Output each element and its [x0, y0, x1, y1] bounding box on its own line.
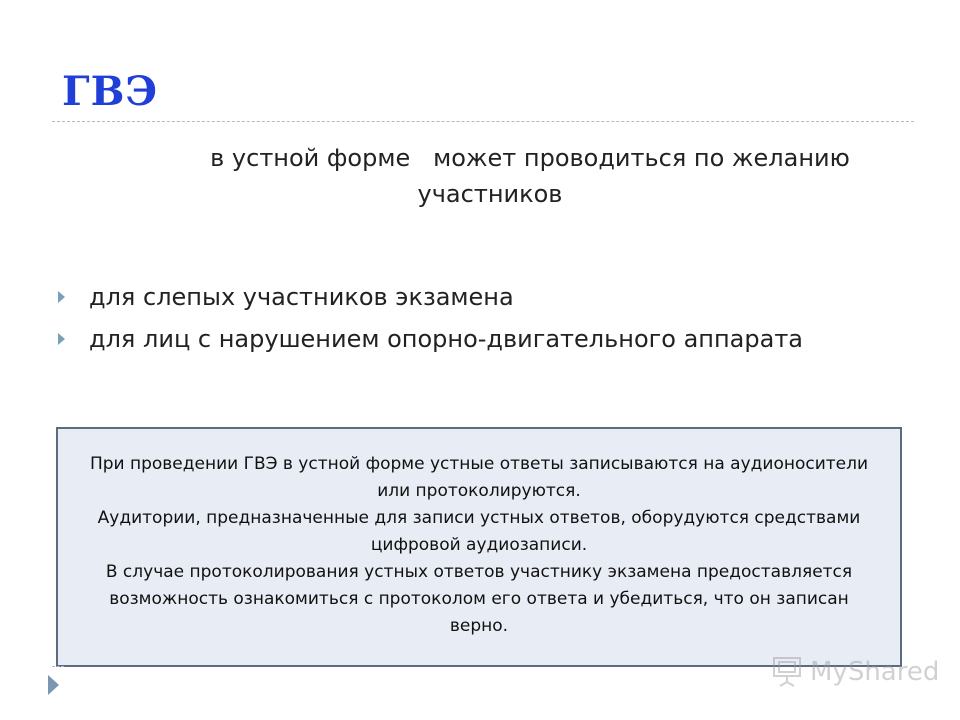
watermark-text: MyShared	[810, 657, 940, 687]
bullet-item	[56, 280, 896, 314]
subtitle	[60, 140, 920, 212]
bullet-arrow-icon	[58, 333, 65, 345]
watermark	[770, 655, 939, 689]
note-line: Аудитории, предназначенные для записи устных ответов, оборудуются средствами цифровой аудиозаписи.	[97, 508, 861, 555]
note-box	[56, 427, 902, 667]
footer-divider	[52, 666, 64, 667]
subtitle-line-1: в устной форме может проводиться по желанию	[210, 144, 850, 172]
bullet-text: для лиц с нарушением опорно-двигательного аппарата	[89, 325, 804, 353]
title-divider	[52, 121, 914, 122]
note-line: При проведении ГВЭ в устной форме устные ответы записываются на аудионосители или протоколируются.	[89, 454, 869, 501]
slide-title: ГВЭ	[62, 68, 159, 115]
note-line: В случае протоколирования устных ответов участнику экзамена предоставляется возможность ознакомиться с протоколом его ответа и убедиться, что он записан верно.	[105, 562, 853, 636]
presentation-board-icon	[770, 655, 804, 689]
subtitle-line-2: участников	[417, 180, 563, 208]
bullet-list	[56, 280, 896, 364]
bullet-arrow-icon	[58, 291, 65, 303]
bullet-text: для слепых участников экзамена	[89, 283, 514, 311]
next-slide-arrow-icon[interactable]	[48, 675, 59, 695]
bullet-item	[56, 322, 896, 356]
